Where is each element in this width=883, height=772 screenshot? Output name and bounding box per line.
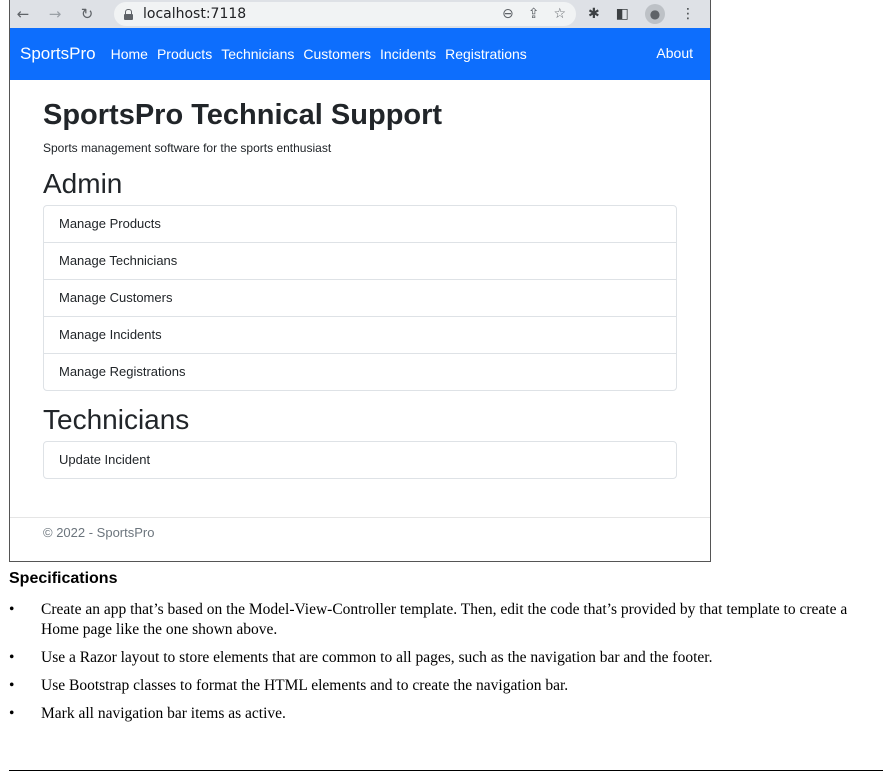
specifications-list (9, 600, 883, 724)
spec-item: • Mark all navigation bar items as active. (9, 704, 883, 724)
nav-link-incidents[interactable]: Incidents (380, 46, 437, 62)
page-divider (9, 770, 883, 771)
manage-technicians-link[interactable]: Manage Technicians (44, 242, 676, 279)
nav-link-registrations[interactable]: Registrations (445, 46, 527, 62)
page-title: SportsPro Technical Support (43, 99, 443, 131)
admin-heading: Admin (43, 168, 123, 199)
lock-icon[interactable] (124, 9, 133, 20)
spec-item: • Create an app that’s based on the Model-View-Controller template. Then, edit the code that’s provided by that template to create a Home page like the one shown above. (9, 600, 883, 640)
manage-products-link[interactable]: Manage Products (59, 216, 161, 231)
spec-item: • Use Bootstrap classes to format the HTML elements and to create the navigation bar. (9, 676, 883, 696)
reload-icon[interactable]: ↻ (80, 5, 94, 23)
sidepanel-icon[interactable]: ◧ (615, 6, 629, 22)
manage-incidents-link[interactable]: Manage Incidents (44, 316, 676, 353)
url-text[interactable]: localhost:7118 (143, 6, 247, 22)
profile-icon[interactable]: ● (645, 4, 665, 24)
manage-customers-link[interactable]: Manage Customers (44, 279, 676, 316)
zoom-icon[interactable]: ⊖ (501, 6, 514, 22)
share-icon[interactable]: ⇪ (527, 6, 540, 22)
nav-link-about[interactable]: About (656, 45, 693, 61)
nav-link-technicians[interactable]: Technicians (221, 46, 295, 62)
forward-icon[interactable]: → (48, 5, 62, 23)
main-content (10, 98, 710, 479)
nav-link-products[interactable]: Products (156, 46, 213, 62)
navbar-brand[interactable]: SportsPro (20, 44, 96, 63)
back-icon[interactable]: ← (16, 5, 30, 23)
nav-link-customers[interactable]: Customers (303, 46, 372, 62)
update-incident-link[interactable]: Update Incident (59, 452, 151, 467)
technicians-list (43, 441, 677, 479)
spec-item: • Use a Razor layout to store elements that are common to all pages, such as the navigation bar and the footer. (9, 648, 883, 668)
browser-toolbar (10, 0, 710, 28)
manage-registrations-link[interactable]: Manage Registrations (44, 353, 676, 390)
footer (10, 517, 710, 540)
page-subtitle: Sports management software for the sports enthusiast (43, 141, 332, 155)
browser-window (9, 0, 711, 562)
menu-icon[interactable]: ⋮ (680, 6, 695, 22)
extensions-icon[interactable]: ✱ (588, 6, 600, 22)
nav-link-home[interactable]: Home (110, 46, 148, 62)
footer-text: © 2022 - SportsPro (43, 525, 155, 540)
specifications-section (9, 570, 883, 732)
admin-list (43, 205, 677, 391)
navbar (10, 28, 710, 80)
specifications-heading: Specifications (9, 570, 118, 587)
star-icon[interactable]: ☆ (553, 6, 566, 22)
technicians-heading: Technicians (43, 404, 190, 435)
address-bar[interactable] (114, 2, 576, 26)
